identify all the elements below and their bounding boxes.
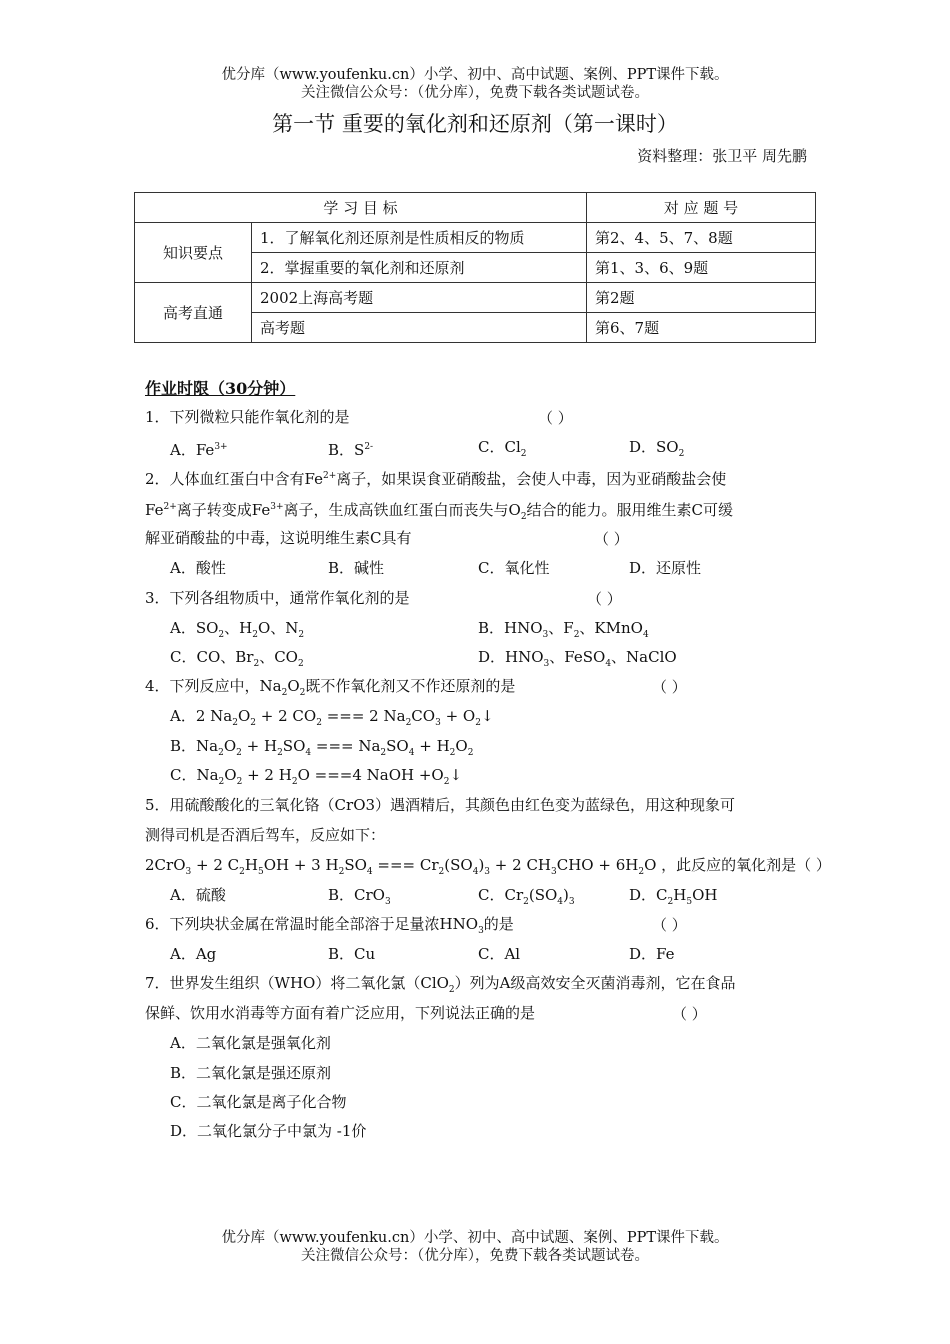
items-cell: 第1、3、6、9题 [587, 253, 816, 283]
answer-bracket: （ ） [594, 530, 629, 548]
q1-option-d: D．$SO_2$ [629, 438, 685, 459]
q2-stem-line2: $Fe^{2+}$离子转变成$Fe^{3+}$离子，生成高铁血红蛋白而丧失与$O_2$结合的能力。服用维生素C可缓 [145, 501, 734, 522]
q3-option-d: D．$HNO_3$、FeSO$_4$、NaClO [478, 648, 677, 669]
q2-option-d: D．还原性 [629, 559, 702, 577]
goal-col-header: 学 习 目 标 [135, 193, 587, 223]
q6-option-c: C．Al [478, 945, 521, 963]
page-title: 第一节 重要的氧化剂和还原剂（第一课时） [272, 112, 678, 136]
section-title: 作业时限（30分钟） [145, 379, 296, 398]
footer-line-1: 优分库（www.youfenku.cn）小学、初中、高中试题、案例、PPT课件下载。 [221, 1230, 729, 1246]
q2-stem-line3: 解亚硝酸盐的中毒，这说明维生素C具有 [145, 529, 412, 547]
q5-option-d: D．$C_2H_5OH$ [629, 886, 718, 907]
q2-stem-line1: 2．人体血红蛋白中含有$Fe^{2+}$离子，如果误食亚硝酸盐，会使人中毒，因为亚硝酸盐会使 [145, 470, 727, 488]
answer-bracket: （ ） [672, 1005, 707, 1023]
q2-option-a: A．酸性 [170, 559, 226, 577]
q7-option-a: A．二氧化氯是强氧化剂 [170, 1034, 331, 1052]
q2-option-b: B．碱性 [328, 559, 385, 577]
q7-stem-line1: 7．世界发生组织（WHO）将二氧化氯（ClO$_2$）列为A级高效安全灭菌消毒剂，它在食品 [145, 974, 736, 995]
q4-option-a: A．2 $Na_2O_2 + 2$ $CO_2$ === 2 $Na_2CO_3$ + $O_2↓$ [170, 707, 494, 728]
q7-option-c: C．二氧化氯是离子化合物 [170, 1093, 347, 1111]
q1-option-b: B．$S^{2-}$ [328, 441, 374, 459]
q4-stem: 4．下列反应中，$Na_2O_2$既不作氧化剂又不作还原剂的是 [145, 677, 516, 698]
answer-bracket: （ ） [538, 409, 573, 427]
q5-option-a: A．硫酸 [170, 886, 226, 904]
items-cell: 第6、7题 [587, 313, 816, 343]
q1-option-c: C．$Cl_2$ [478, 438, 527, 459]
group-label: 高考直通 [135, 283, 252, 343]
q5-stem-line1: 5．用硫酸酸化的三氧化铬（CrO3）遇酒精后，其颜色由红色变为蓝绿色，用这种现象可 [145, 796, 736, 814]
q1-stem: 1．下列微粒只能作氧化剂的是 [145, 408, 350, 426]
goal-cell: 1．了解氧化剂还原剂是性质相反的物质 [252, 223, 587, 253]
q4-option-c: C．$Na_2O_2 + 2$ $H_2O ===4$ NaOH $+O_2↓$ [170, 766, 463, 787]
q2-option-c: C．氧化性 [478, 559, 550, 577]
q5-option-b: B．CrO$_3$ [328, 886, 391, 907]
q3-stem: 3．下列各组物质中，通常作氧化剂的是 [145, 589, 410, 607]
goal-cell: 高考题 [252, 313, 587, 343]
q6-stem: 6．下列块状金属在常温时能全部溶于足量浓$HNO_3$的是 [145, 915, 514, 936]
q6-option-a: A．Ag [170, 945, 217, 963]
goal-cell: 2002上海高考题 [252, 283, 587, 313]
goal-cell: 2．掌握重要的氧化剂和还原剂 [252, 253, 587, 283]
items-col-header: 对 应 题 号 [587, 193, 816, 223]
q5-option-c: C．$Cr_2(SO_4)_3$ [478, 886, 575, 907]
q6-option-d: D．Fe [629, 945, 675, 963]
answer-bracket: （ ） [652, 678, 687, 696]
q7-option-d: D．二氧化氯分子中氯为 -1价 [170, 1122, 367, 1140]
q3-option-b: B．$HNO_3$、$F_2$、KMnO$_4$ [478, 619, 649, 640]
items-cell: 第2、4、5、7、8题 [587, 223, 816, 253]
q7-option-b: B．二氧化氯是强还原剂 [170, 1064, 332, 1082]
q4-option-b: B．$Na_2O_2 + H_2SO_4$ === $Na_2SO_4 + H_2O_2$ [170, 737, 474, 758]
q1-option-a: A．$Fe^{3+}$ [170, 441, 228, 459]
header-line-2: 关注微信公众号：（优分库），免费下载各类试题试卷。 [301, 85, 649, 101]
learning-goals-table [134, 192, 816, 343]
q6-option-b: B．Cu [328, 945, 376, 963]
items-cell: 第2题 [587, 283, 816, 313]
q5-stem-line2: 测得司机是否酒后驾车，反应如下： [145, 826, 386, 844]
header-line-1: 优分库（www.youfenku.cn）小学、初中、高中试题、案例、PPT课件下载。 [221, 67, 729, 83]
q5-equation: 2CrO$_3$ + 2 $C_2H_5OH + 3$ $H_2SO_4$ === $Cr_2(SO_4)_3 + 2$ $CH_3CHO + 6H_2O$ ，此反应的氧化剂是（ ） [145, 856, 831, 877]
author-line: 资料整理：张卫平 周先鹏 [637, 147, 807, 165]
answer-bracket: （ ） [652, 916, 687, 934]
answer-bracket: （ ） [587, 590, 622, 608]
group-label: 知识要点 [135, 223, 252, 283]
q7-stem-line2: 保鲜、饮用水消毒等方面有着广泛应用，下列说法正确的是 [145, 1004, 536, 1022]
q3-option-c: C．CO、$Br_2$、$CO_2$ [170, 648, 304, 669]
footer-line-2: 关注微信公众号：（优分库），免费下载各类试题试卷。 [301, 1248, 649, 1264]
q3-option-a: A．$SO_2$、$H_2O$、$N_2$ [170, 619, 305, 640]
